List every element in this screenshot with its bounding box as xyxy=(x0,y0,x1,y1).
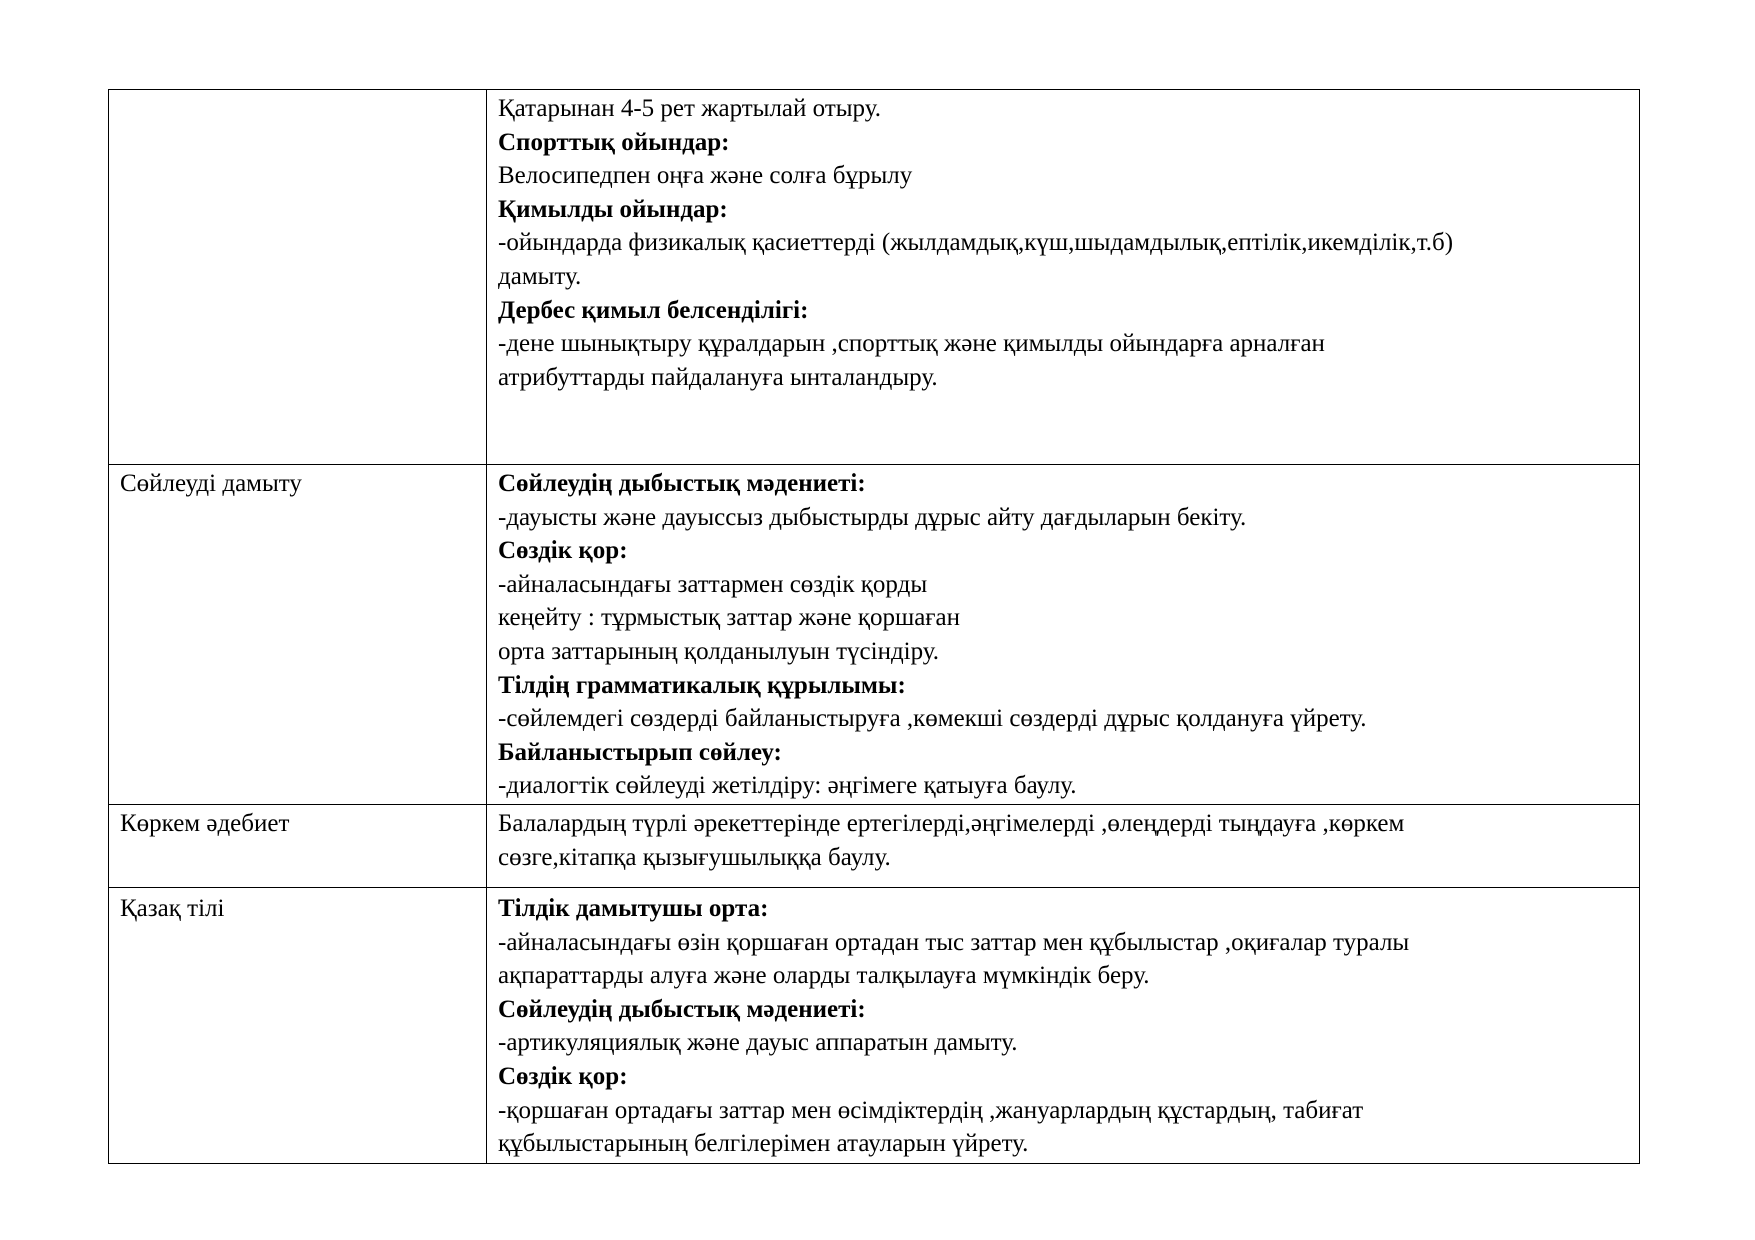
section-heading: Тілдік дамытушы орта: xyxy=(498,895,769,922)
content-line: -сөйлемдегі сөздерді байланыстыруға ,көмекші сөздерді дұрыс қолдануға үйрету. xyxy=(498,705,1367,733)
section-heading: Спорттық ойындар: xyxy=(498,128,730,156)
content-line: дамыту. xyxy=(498,262,582,290)
content-line: -диалогтік сөйлеуді жетілдіру: әңгімеге қатыуға баулу. xyxy=(498,772,1077,800)
table-row xyxy=(109,805,1640,888)
content-line: -дауысты және дауыссыз дыбыстырды дұрыс айту дағдыларын бекіту. xyxy=(498,503,1247,531)
table-row xyxy=(109,888,1640,1164)
section-heading: Байланыстырып сөйлеу: xyxy=(498,738,782,766)
subject-cell xyxy=(109,90,487,465)
content-line: -ойындарда физикалық қасиеттерді (жылдамдық,күш,шыдамдылық,ептілік,икемділік,т.б) xyxy=(498,229,1454,257)
subject-label: Көркем әдебиет xyxy=(120,810,290,837)
section-heading: Дербес қимыл белсенділігі: xyxy=(498,296,809,324)
content-line: Велосипедпен оңға және солға бұрылу xyxy=(498,162,913,190)
content-line: Балалардың түрлі әрекеттерінде ертегілерді,әңгімелерді ,өлеңдерді тыңдауға ,көркем xyxy=(498,810,1405,837)
subject-label: Қазақ тілі xyxy=(120,895,225,922)
content-line: атрибуттарды пайдалануға ынталандыру. xyxy=(498,363,938,391)
table-body xyxy=(109,90,1640,1164)
content-line: -артикуляциялық және дауыс аппаратын дамыту. xyxy=(498,1029,1018,1057)
content-line: -дене шынықтыру құралдарын ,спорттық және қимылды ойындарға арналған xyxy=(498,330,1325,358)
section-heading: Сөздік қор: xyxy=(498,537,628,565)
content-line: құбылыстарының белгілерімен атауларын үйрету. xyxy=(498,1130,1029,1158)
content-line: -айналасындағы өзін қоршаған ортадан тыс заттар мен құбылыстар ,оқиғалар туралы xyxy=(498,928,1410,956)
content-line: орта заттарының қолданылуын түсіндіру. xyxy=(498,637,940,665)
section-heading: Қимылды ойындар: xyxy=(498,195,728,223)
content-line: -айналасындағы заттармен сөздік қорды xyxy=(498,570,928,598)
section-heading: Тілдің грамматикалық құрылымы: xyxy=(498,671,906,699)
subject-cell xyxy=(109,888,487,1164)
section-heading: Сөйлеудің дыбыстық мәдениеті: xyxy=(498,470,866,497)
section-heading: Сөйлеудің дыбыстық мәдениеті: xyxy=(498,995,866,1023)
content-line: -қоршаған ортадағы заттар мен өсімдіктердің ,жануарлардың құстардың, табиғат xyxy=(498,1096,1364,1124)
content-cell xyxy=(487,805,1640,888)
table-row xyxy=(109,90,1640,465)
section-heading: Сөздік қор: xyxy=(498,1062,628,1090)
subject-cell xyxy=(109,465,487,805)
subject-cell xyxy=(109,805,487,888)
table-row xyxy=(109,465,1640,805)
content-cell xyxy=(487,90,1640,465)
content-line: Қатарынан 4-5 рет жартылай отыру. xyxy=(498,95,881,122)
content-cell xyxy=(487,465,1640,805)
subject-label: Сөйлеуді дамыту xyxy=(120,470,302,497)
content-line: сөзге,кітапқа қызығушылыққа баулу. xyxy=(498,843,891,871)
curriculum-table xyxy=(108,89,1640,1164)
content-line: ақпараттарды алуға және оларды талқылауға мүмкіндік беру. xyxy=(498,962,1150,990)
content-cell xyxy=(487,888,1640,1164)
content-line: кеңейту : тұрмыстық заттар және қоршаған xyxy=(498,604,961,632)
